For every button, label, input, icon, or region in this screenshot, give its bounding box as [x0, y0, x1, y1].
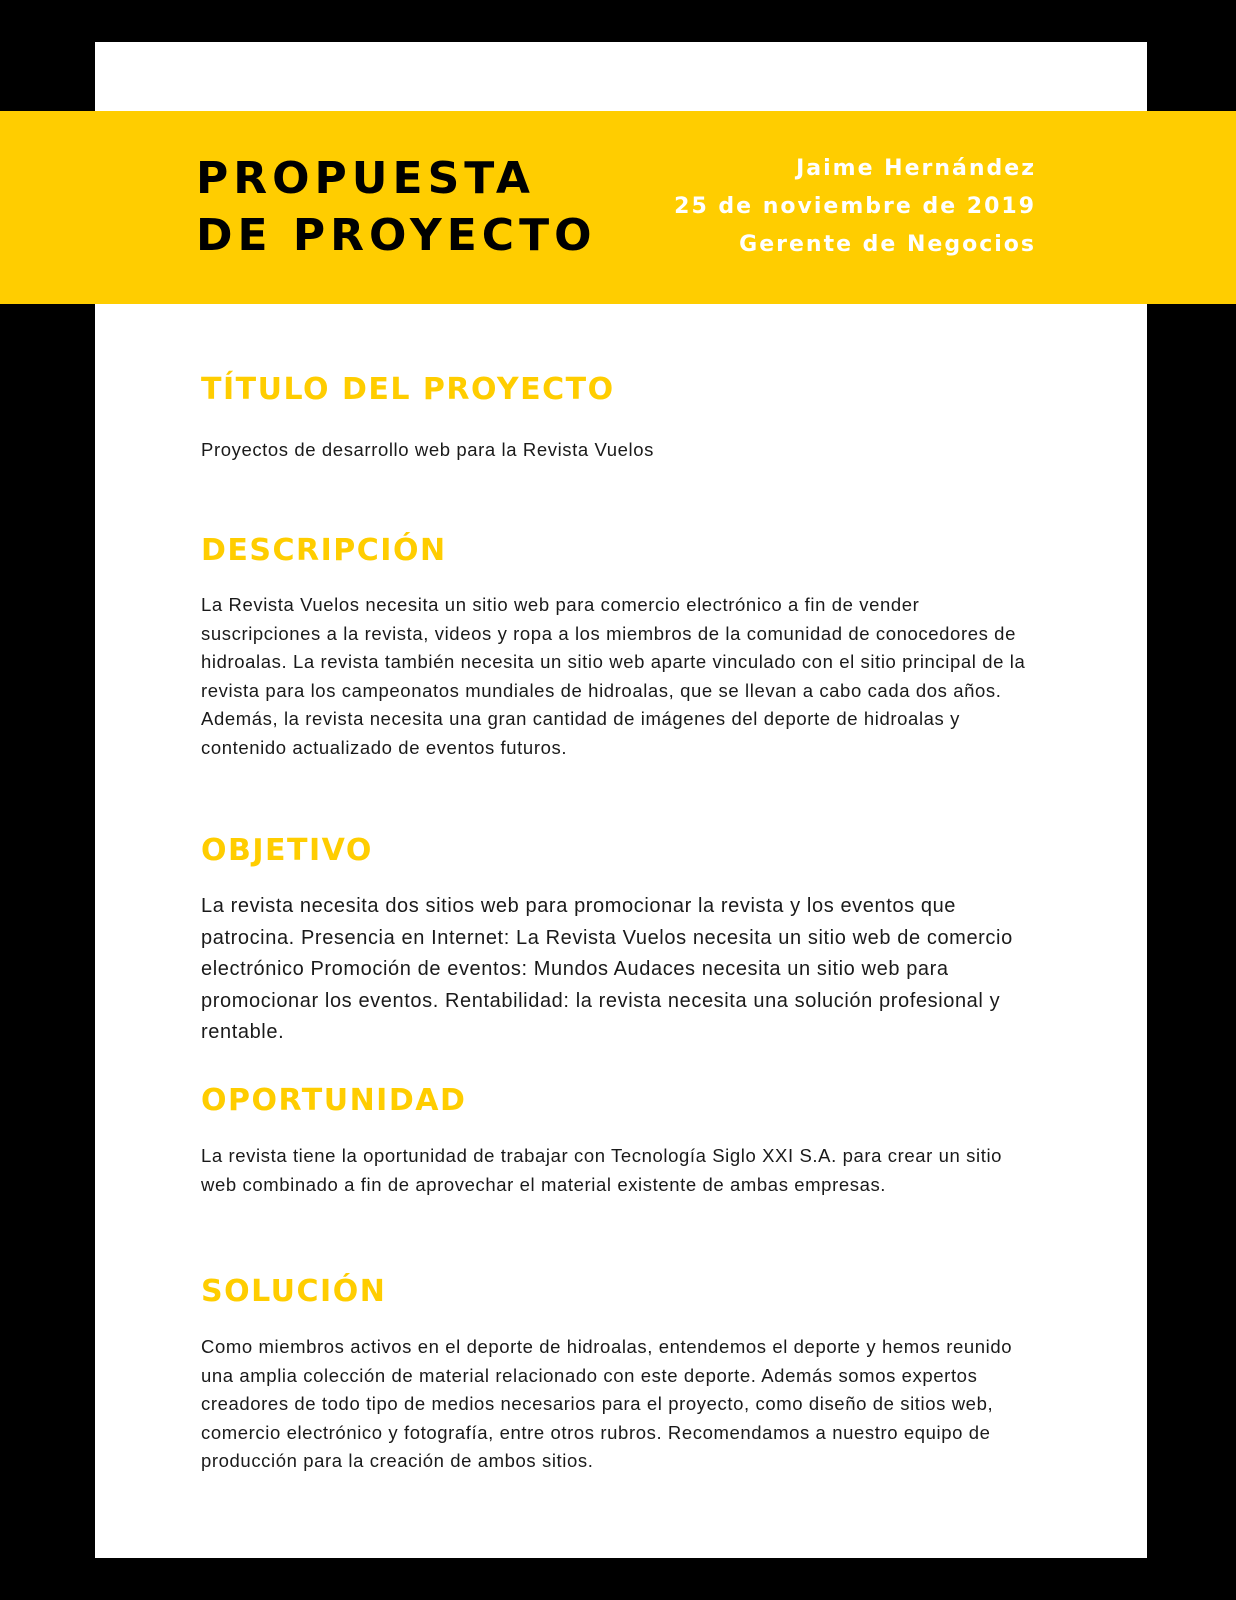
section-text-titulo: Proyectos de desarrollo web para la Revista Vuelos — [201, 439, 654, 460]
document-title — [196, 150, 597, 264]
section-heading-descripcion: DESCRIPCIÓN — [201, 533, 447, 568]
author-name: Jaime Hernández — [796, 156, 1036, 181]
section-text-objetivo: La revista necesita dos sitios web para promocionar la revista y los eventos que patrocina. Presencia en Internet: La Revista Vuelos necesita un sitio web de comercio electrónico Promoción de eventos: Mundos Audaces necesita un sitio web para promocionar los eventos. Rentabilidad: la revista necesita una solución profesional y rentable. — [201, 895, 1013, 1043]
section-heading-titulo: TÍTULO DEL PROYECTO — [201, 372, 615, 407]
section-heading-solucion: SOLUCIÓN — [201, 1274, 387, 1309]
header-meta — [674, 150, 1036, 264]
author-role: Gerente de Negocios — [739, 232, 1036, 257]
section-heading-oportunidad: OPORTUNIDAD — [201, 1083, 467, 1118]
document-date: 25 de noviembre de 2019 — [674, 194, 1036, 219]
header-banner — [0, 111, 1236, 304]
section-text-descripcion: La Revista Vuelos necesita un sitio web para comercio electrónico a fin de vender suscripciones a la revista, videos y ropa a los miembros de la comunidad de conocedores de hidroalas. La revista también necesita un sitio web aparte vinculado con el sitio principal de la revista para los campeonatos mundiales de hidroalas, que se llevan a cabo cada dos años. Además, la revista necesita una gran cantidad de imágenes del deporte de hidroalas y contenido actualizado de eventos futuros. — [201, 594, 1026, 758]
document-title-line-2: DE PROYECTO — [196, 210, 597, 261]
document-title-line-1: PROPUESTA — [196, 153, 535, 204]
section-text-solucion: Como miembros activos en el deporte de hidroalas, entendemos el deporte y hemos reunido una amplia colección de material relacionado con este deporte. Además somos expertos creadores de todo tipo de medios necesarios para el proyecto, como diseño de sitios web, comercio electrónico y fotografía, entre otros rubros. Recomendamos a nuestro equipo de producción para la creación de ambos sitios. — [201, 1336, 1013, 1471]
section-text-oportunidad: La revista tiene la oportunidad de trabajar con Tecnología Siglo XXI S.A. para crear un sitio web combinado a fin de aprovechar el material existente de ambas empresas. — [201, 1145, 1003, 1195]
section-heading-objetivo: OBJETIVO — [201, 833, 373, 868]
